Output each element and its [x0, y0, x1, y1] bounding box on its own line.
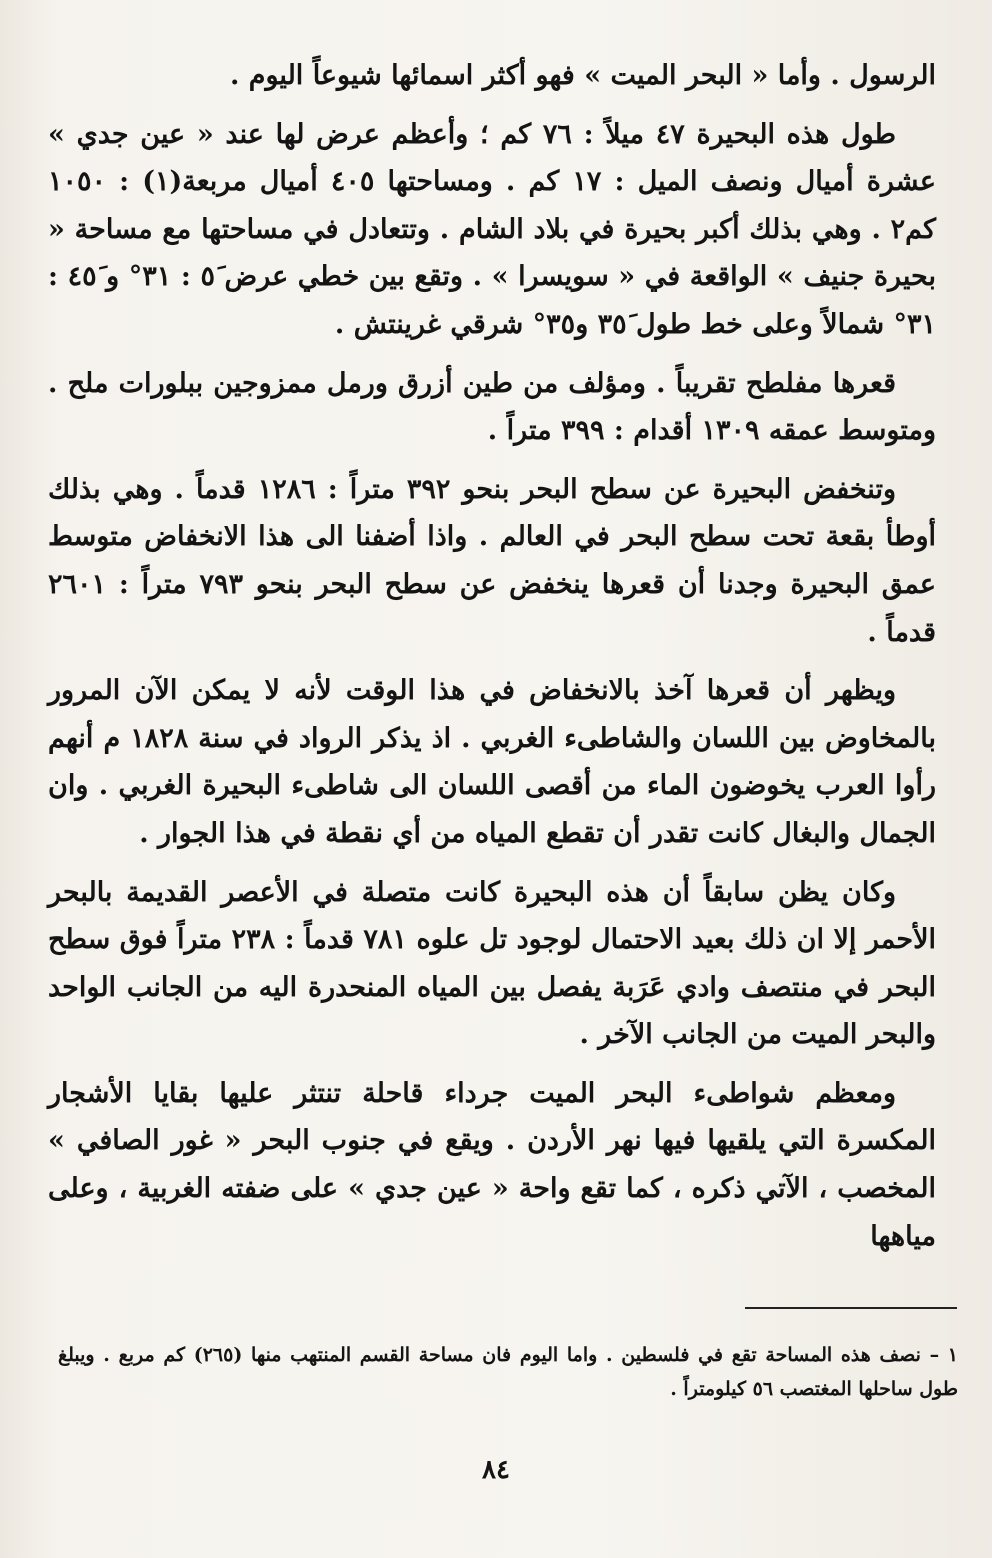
- paragraph-4: وتنخفض البحيرة عن سطح البحر بنحو ٣٩٢ متراً : ١٢٨٦ قدماً . وهي بذلك أوطأ بقعة تحت سطح البحر في العالم . واذا أضفنا الى هذا الانخفاض متوسط عمق البحيرة وجدنا أن قعرها ينخفض عن سطح البحر بنحو ٧٩٣ متراً : ٢٦٠١ قدماً .: [48, 473, 936, 648]
- page-number: ٨٤: [482, 1455, 510, 1485]
- paragraph-2: طول هذه البحيرة ٤٧ ميلاً : ٧٦ كم ؛ وأعظم عرض لها عند « عين جدي » عشرة أميال ونصف الميل : ١٧ كم . ومساحتها ٤٠٥ أميال مربعة(١) : ١٠٥٠ كم٢ . وهي بذلك أكبر بحيرة في بلاد الشام . وتتعادل في مساحتها مع مساحة « بحيرة جنيف » الواقعة في « سويسرا » . وتقع بين خطي عرض ٥َ : ٣١° و ٤٥َ : ٣١° شمالاً وعلى خط طول ٣٥َ و٣٥° شرقي غرينتش .: [48, 118, 937, 340]
- footnote: ١ – نصف هذه المساحة تقع في فلسطين . واما اليوم فان مساحة القسم المنتهب منها (٢٦٥) كم مربع . ويبلغ طول ساحلها المغتصب ٥٦ كيلومتراً .: [58, 1344, 958, 1400]
- paragraph-1: الرسول . وأما « البحر الميت » فهو أكثر اسمائها شيوعاً اليوم .: [229, 60, 936, 91]
- paragraph-6: وكان يظن سابقاً أن هذه البحيرة كانت متصلة في الأعصر القديمة بالبحر الأحمر إلا ان ذلك بعيد الاحتمال لوجود تل علوه ٧٨١ قدماً : ٢٣٨ متراً فوق سطح البحر في منتصف وادي عَرَبة يفصل بين المياه المنحدرة اليه من الجانب الواحد والبحر الميت من الجانب الآخر .: [48, 876, 936, 1051]
- paragraph-3: قعرها مفلطح تقريباً . ومؤلف من طين أزرق ورمل ممزوجين ببلورات ملح . ومتوسط عمقه ١٣٠٩ أقدام : ٣٩٩ متراً .: [48, 367, 936, 447]
- body-text: [48, 52, 936, 1260]
- paragraph-5: ويظهر أن قعرها آخذ بالانخفاض في هذا الوقت لأنه لا يمكن الآن المرور بالمخاوض بين اللسان والشاطىء الغربي . اذ يذكر الرواد في سنة ١٨٢٨ م أنهم رأوا العرب يخوضون الماء من أقصى اللسان الى شاطىء البحيرة الغربي . وان الجمال والبغال كانت تقدر أن تقطع المياه من أي نقطة في هذا الجوار .: [48, 675, 936, 849]
- paragraph-7: ومعظم شواطىء البحر الميت جرداء قاحلة تنتثر عليها بقايا الأشجار المكسرة التي يلقيها فيها نهر الأردن . ويقع في جنوب البحر « غور الصافي » المخصب ، الآتي ذكره ، كما تقع واحة « عين جدي » على ضفته الغربية ، وعلى مياهها: [48, 1077, 936, 1252]
- footnote-divider: [745, 1307, 957, 1309]
